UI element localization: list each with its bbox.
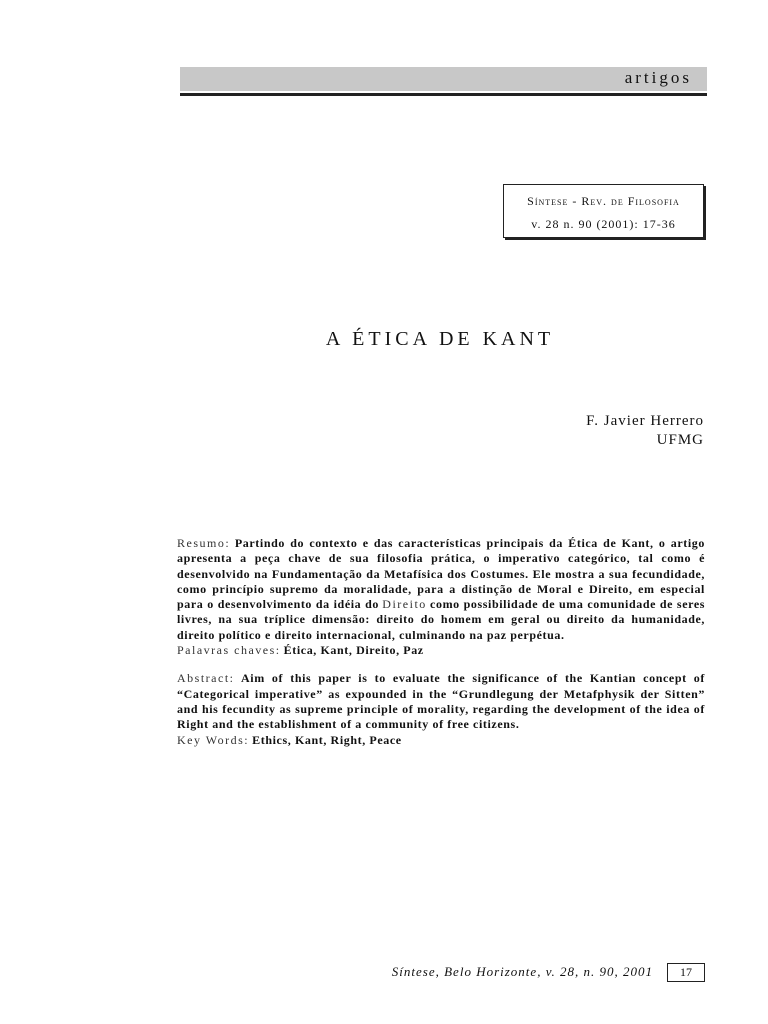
resumo-keywords-value: Ética, Kant, Direito, Paz <box>283 643 424 658</box>
abstract-keywords-label: Key Words: <box>177 732 250 747</box>
article-title: A ÉTICA DE KANT <box>325 328 555 350</box>
abstract-label: Abstract: <box>177 671 235 686</box>
author-affiliation: UFMG <box>656 432 704 448</box>
abstract-paragraph <box>177 671 705 732</box>
abstract-keywords <box>177 733 705 748</box>
author-name: F. Javier Herrero <box>586 413 704 429</box>
citation-issue: v. 28 n. 90 (2001): 17-36 <box>531 217 676 231</box>
abstract-block <box>177 536 705 748</box>
section-label: artigos <box>624 68 692 87</box>
resumo-paragraph <box>177 536 705 643</box>
author-block <box>586 412 704 450</box>
resumo-text-2: como possibilidade de uma comunidade de seres livres, na sua tríplice dimensão: direito do homem em geral ou direito da humanidade, direito político e direito internacional, culminando na paz perpétua. <box>177 597 706 642</box>
resumo-keywords-label: Palavras chaves: <box>177 643 281 658</box>
citation-journal: Síntese - Rev. de Filosofia <box>527 194 680 208</box>
header-rule <box>180 93 707 96</box>
citation-box <box>503 184 704 238</box>
page-number: 17 <box>667 963 705 982</box>
resumo-label: Resumo: <box>177 536 231 550</box>
resumo-keywords <box>177 643 705 658</box>
abstract-keywords-value: Ethics, Kant, Right, Peace <box>252 732 402 747</box>
abstract-text: Aim of this paper is to evaluate the significance of the Kantian concept of “Categorical imperative” as expounded in the “Grundlegung der Metafphysik der Sitten” and his fecundity as supreme principle of morality, regarding the development of the idea of Right and the establishment of a community of free citizens. <box>177 671 706 732</box>
resumo-text-1: Partindo do contexto e das características principais da Ética de Kant, o artigo apresenta a peça chave de sua filosofia prática, o imperativo categórico, tal como é desenvolvido na Fundamentação da Metafísica dos Costumes. Ele mostra a sua fecundidade, como princípio supremo da moralidade, para a distinção de Moral e Direito, em especial para o desenvolvimento da idéia do <box>177 536 705 612</box>
footer-journal: Síntese, Belo Horizonte, v. 28, n. 90, 2001 <box>391 964 653 979</box>
resumo-text-plain: Direito <box>382 597 427 612</box>
